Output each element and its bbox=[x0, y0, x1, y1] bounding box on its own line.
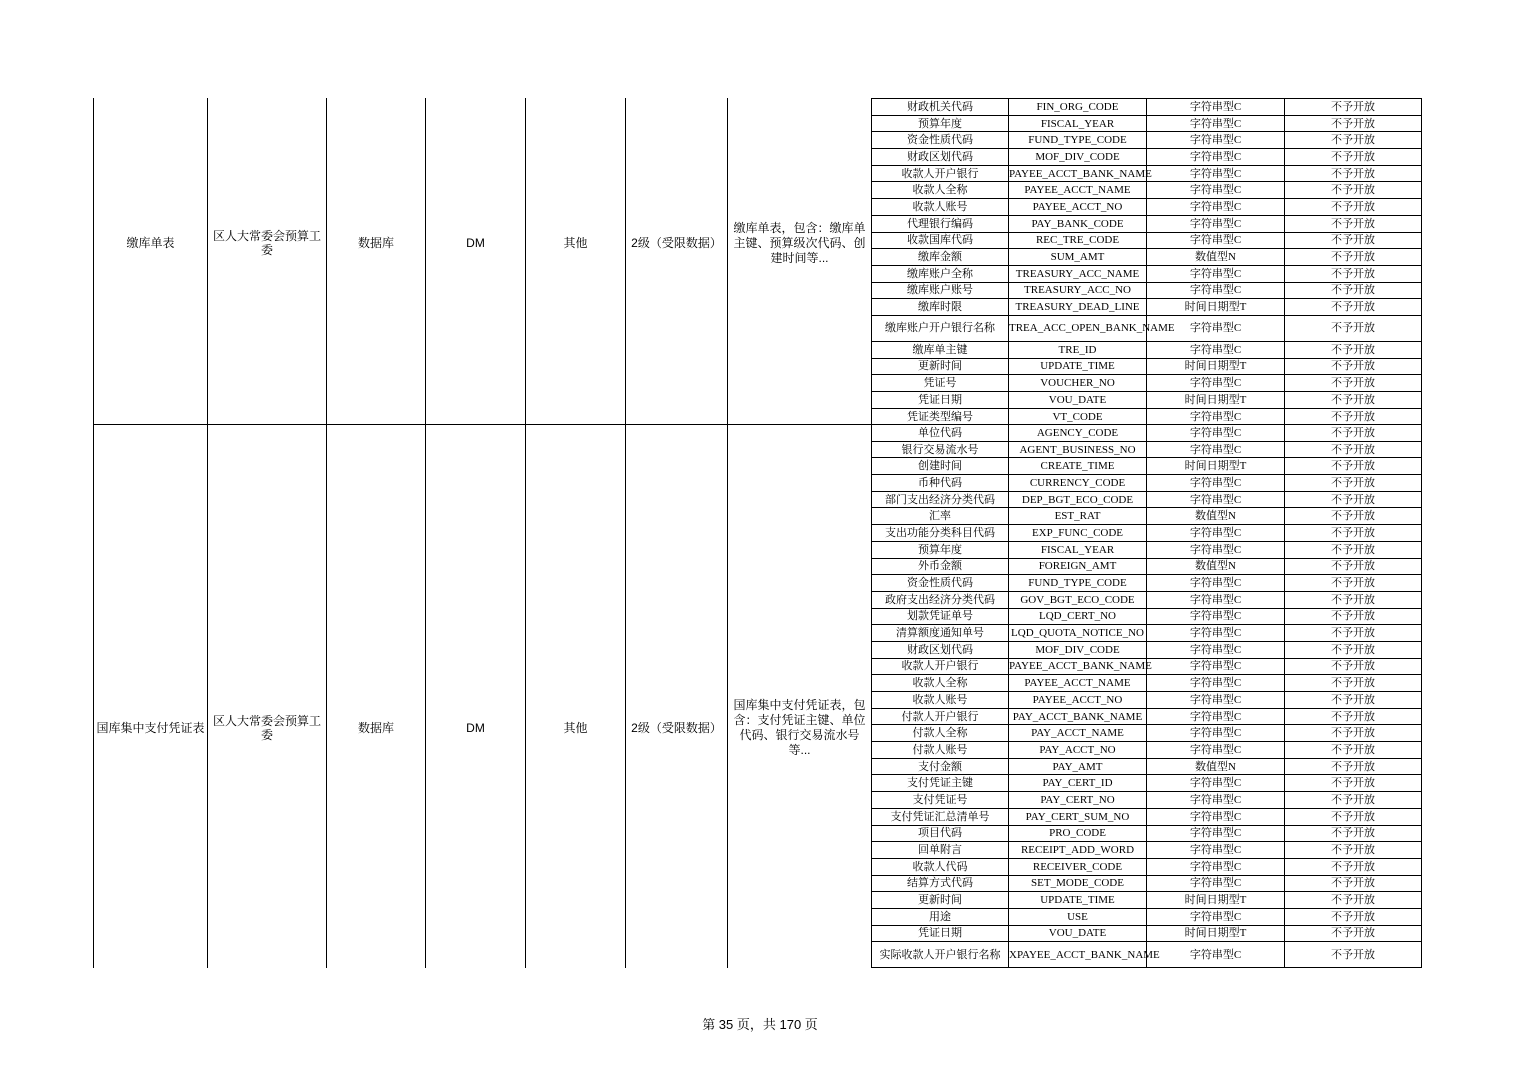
field-name: 收款人代码 bbox=[872, 858, 1009, 875]
field-code: PAY_ACCT_BANK_NAME bbox=[1009, 708, 1147, 725]
open-status: 不予开放 bbox=[1285, 908, 1422, 925]
open-status: 不予开放 bbox=[1285, 775, 1422, 792]
field-code: PAYEE_ACCT_BANK_NAME bbox=[1009, 165, 1147, 182]
field-name: 付款人开户银行 bbox=[872, 708, 1009, 725]
open-status: 不予开放 bbox=[1285, 808, 1422, 825]
table-row bbox=[872, 591, 1422, 608]
table-row bbox=[872, 842, 1422, 859]
table-row bbox=[872, 892, 1422, 909]
open-status: 不予开放 bbox=[1285, 341, 1422, 358]
table-row bbox=[872, 375, 1422, 392]
field-type: 字符串型C bbox=[1147, 525, 1285, 542]
field-code: TRE_ID bbox=[1009, 341, 1147, 358]
open-status: 不予开放 bbox=[1285, 458, 1422, 475]
open-status: 不予开放 bbox=[1285, 99, 1422, 116]
field-type: 字符串型C bbox=[1147, 475, 1285, 492]
field-name: 缴库账户开户银行名称 bbox=[872, 315, 1009, 341]
field-type: 字符串型C bbox=[1147, 825, 1285, 842]
field-name: 更新时间 bbox=[872, 358, 1009, 375]
table-row bbox=[872, 858, 1422, 875]
table-row bbox=[872, 525, 1422, 542]
table-row bbox=[872, 215, 1422, 232]
table-row bbox=[872, 265, 1422, 282]
field-code: REC_TRE_CODE bbox=[1009, 232, 1147, 249]
open-status: 不予开放 bbox=[1285, 441, 1422, 458]
field-type: 字符串型C bbox=[1147, 441, 1285, 458]
field-code: MOF_DIV_CODE bbox=[1009, 641, 1147, 658]
open-status: 不予开放 bbox=[1285, 658, 1422, 675]
field-name: 币种代码 bbox=[872, 475, 1009, 492]
field-code: FOREIGN_AMT bbox=[1009, 558, 1147, 575]
open-status: 不予开放 bbox=[1285, 608, 1422, 625]
field-name: 预算年度 bbox=[872, 541, 1009, 558]
field-code: XPAYEE_ACCT_BANK_NAME bbox=[1009, 942, 1147, 968]
field-code: PAYEE_ACCT_NO bbox=[1009, 199, 1147, 216]
field-type: 字符串型C bbox=[1147, 742, 1285, 759]
field-code: PAY_CERT_ID bbox=[1009, 775, 1147, 792]
field-code: PAY_CERT_NO bbox=[1009, 792, 1147, 809]
table-row bbox=[872, 408, 1422, 425]
field-type: 字符串型C bbox=[1147, 942, 1285, 968]
field-name: 支付凭证汇总清单号 bbox=[872, 808, 1009, 825]
open-status: 不予开放 bbox=[1285, 892, 1422, 909]
field-name: 划款凭证单号 bbox=[872, 608, 1009, 625]
open-status: 不予开放 bbox=[1285, 942, 1422, 968]
open-status: 不予开放 bbox=[1285, 925, 1422, 942]
field-code: FIN_ORG_CODE bbox=[1009, 99, 1147, 116]
field-name: 回单附言 bbox=[872, 842, 1009, 859]
field-code: FISCAL_YEAR bbox=[1009, 541, 1147, 558]
open-status: 不予开放 bbox=[1285, 708, 1422, 725]
open-status: 不予开放 bbox=[1285, 408, 1422, 425]
field-code: CURRENCY_CODE bbox=[1009, 475, 1147, 492]
field-code: AGENCY_CODE bbox=[1009, 425, 1147, 442]
field-type: 字符串型C bbox=[1147, 908, 1285, 925]
field-name: 凭证类型编号 bbox=[872, 408, 1009, 425]
field-code: FUND_TYPE_CODE bbox=[1009, 132, 1147, 149]
field-type: 字符串型C bbox=[1147, 491, 1285, 508]
table-row bbox=[872, 692, 1422, 709]
field-type: 字符串型C bbox=[1147, 215, 1285, 232]
field-type: 时间日期型T bbox=[1147, 925, 1285, 942]
field-code: UPDATE_TIME bbox=[1009, 892, 1147, 909]
field-type: 字符串型C bbox=[1147, 675, 1285, 692]
field-code: TREASURY_ACC_NO bbox=[1009, 282, 1147, 299]
table-row bbox=[872, 792, 1422, 809]
table-row bbox=[872, 808, 1422, 825]
field-code: VT_CODE bbox=[1009, 408, 1147, 425]
open-status: 不予开放 bbox=[1285, 232, 1422, 249]
field-name: 政府支出经济分类代码 bbox=[872, 591, 1009, 608]
field-code: USE bbox=[1009, 908, 1147, 925]
open-status: 不予开放 bbox=[1285, 165, 1422, 182]
field-name: 缴库金额 bbox=[872, 249, 1009, 266]
database-type: DM bbox=[466, 721, 485, 735]
field-type: 字符串型C bbox=[1147, 842, 1285, 859]
field-code: EXP_FUNC_CODE bbox=[1009, 525, 1147, 542]
field-code: PAY_CERT_SUM_NO bbox=[1009, 808, 1147, 825]
field-code: AGENT_BUSINESS_NO bbox=[1009, 441, 1147, 458]
field-name: 创建时间 bbox=[872, 458, 1009, 475]
field-name: 清算额度通知单号 bbox=[872, 625, 1009, 642]
table-row bbox=[872, 132, 1422, 149]
field-name: 实际收款人开户银行名称 bbox=[872, 942, 1009, 968]
open-status: 不予开放 bbox=[1285, 508, 1422, 525]
field-name: 付款人全称 bbox=[872, 725, 1009, 742]
department: 区人大常委会预算工委 bbox=[212, 714, 321, 742]
open-status: 不予开放 bbox=[1285, 575, 1422, 592]
field-code: RECEIPT_ADD_WORD bbox=[1009, 842, 1147, 859]
table-row bbox=[872, 758, 1422, 775]
field-code: RECEIVER_CODE bbox=[1009, 858, 1147, 875]
field-code: TREA_ACC_OPEN_BANK_NAME bbox=[1009, 315, 1147, 341]
field-code: PRO_CODE bbox=[1009, 825, 1147, 842]
table-row bbox=[872, 249, 1422, 266]
open-status: 不予开放 bbox=[1285, 475, 1422, 492]
table-row bbox=[872, 742, 1422, 759]
table-row bbox=[872, 491, 1422, 508]
field-code: FISCAL_YEAR bbox=[1009, 115, 1147, 132]
field-type: 字符串型C bbox=[1147, 425, 1285, 442]
field-code: UPDATE_TIME bbox=[1009, 358, 1147, 375]
field-name: 财政区划代码 bbox=[872, 641, 1009, 658]
field-code: PAYEE_ACCT_NAME bbox=[1009, 675, 1147, 692]
field-type: 字符串型C bbox=[1147, 232, 1285, 249]
field-type: 字符串型C bbox=[1147, 608, 1285, 625]
field-type: 时间日期型T bbox=[1147, 358, 1285, 375]
field-name: 银行交易流水号 bbox=[872, 441, 1009, 458]
table-row bbox=[872, 358, 1422, 375]
field-type: 字符串型C bbox=[1147, 708, 1285, 725]
field-name: 收款人账号 bbox=[872, 692, 1009, 709]
table-row bbox=[872, 558, 1422, 575]
table-row bbox=[872, 508, 1422, 525]
open-status: 不予开放 bbox=[1285, 625, 1422, 642]
field-type: 数值型N bbox=[1147, 558, 1285, 575]
field-name: 财政机关代码 bbox=[872, 99, 1009, 116]
field-name: 预算年度 bbox=[872, 115, 1009, 132]
field-type: 时间日期型T bbox=[1147, 892, 1285, 909]
table-row bbox=[872, 708, 1422, 725]
open-status: 不予开放 bbox=[1285, 525, 1422, 542]
field-name: 缴库时限 bbox=[872, 299, 1009, 316]
field-code: MOF_DIV_CODE bbox=[1009, 149, 1147, 166]
table-description: 国库集中支付凭证表，包含：支付凭证主键、单位代码、银行交易流水号等... bbox=[733, 698, 866, 757]
field-code: DEP_BGT_ECO_CODE bbox=[1009, 491, 1147, 508]
field-code: PAY_ACCT_NAME bbox=[1009, 725, 1147, 742]
field-code: SUM_AMT bbox=[1009, 249, 1147, 266]
security-level: 2级（受限数据） bbox=[631, 236, 722, 250]
page-number: 第 35 页，共 170 页 bbox=[702, 1017, 818, 1032]
table-description: 缴库单表，包含：缴库单主键、预算级次代码、创建时间等... bbox=[733, 220, 866, 265]
open-status: 不予开放 bbox=[1285, 558, 1422, 575]
table-row bbox=[872, 608, 1422, 625]
field-name: 缴库账户全称 bbox=[872, 265, 1009, 282]
security-level: 2级（受限数据） bbox=[631, 721, 722, 735]
field-type: 字符串型C bbox=[1147, 265, 1285, 282]
field-type: 字符串型C bbox=[1147, 315, 1285, 341]
table-row bbox=[872, 115, 1422, 132]
field-name: 资金性质代码 bbox=[872, 132, 1009, 149]
table-name: 国库集中支付凭证表 bbox=[96, 721, 205, 735]
open-status: 不予开放 bbox=[1285, 792, 1422, 809]
field-name: 汇率 bbox=[872, 508, 1009, 525]
field-name: 凭证日期 bbox=[872, 925, 1009, 942]
field-type: 字符串型C bbox=[1147, 375, 1285, 392]
field-code: PAY_AMT bbox=[1009, 758, 1147, 775]
table-row bbox=[872, 341, 1422, 358]
field-type: 字符串型C bbox=[1147, 408, 1285, 425]
field-code: VOUCHER_NO bbox=[1009, 375, 1147, 392]
field-name: 支付凭证主键 bbox=[872, 775, 1009, 792]
field-list-table bbox=[871, 98, 1422, 425]
field-type: 时间日期型T bbox=[1147, 458, 1285, 475]
field-name: 付款人账号 bbox=[872, 742, 1009, 759]
field-type: 字符串型C bbox=[1147, 792, 1285, 809]
field-name: 收款人开户银行 bbox=[872, 165, 1009, 182]
field-type: 字符串型C bbox=[1147, 99, 1285, 116]
field-type: 字符串型C bbox=[1147, 165, 1285, 182]
field-name: 缴库单主键 bbox=[872, 341, 1009, 358]
field-name: 结算方式代码 bbox=[872, 875, 1009, 892]
open-status: 不予开放 bbox=[1285, 358, 1422, 375]
open-status: 不予开放 bbox=[1285, 725, 1422, 742]
open-status: 不予开放 bbox=[1285, 282, 1422, 299]
field-type: 字符串型C bbox=[1147, 341, 1285, 358]
table-row bbox=[872, 315, 1422, 341]
field-name: 支付凭证号 bbox=[872, 792, 1009, 809]
table-row bbox=[872, 99, 1422, 116]
database-type: DM bbox=[466, 236, 485, 250]
field-name: 单位代码 bbox=[872, 425, 1009, 442]
field-code: PAYEE_ACCT_BANK_NAME bbox=[1009, 658, 1147, 675]
open-status: 不予开放 bbox=[1285, 675, 1422, 692]
field-name: 财政区划代码 bbox=[872, 149, 1009, 166]
field-type: 字符串型C bbox=[1147, 775, 1285, 792]
field-type: 时间日期型T bbox=[1147, 299, 1285, 316]
open-status: 不予开放 bbox=[1285, 115, 1422, 132]
storage-type: 数据库 bbox=[357, 236, 394, 250]
field-name: 外币金额 bbox=[872, 558, 1009, 575]
table-row bbox=[872, 641, 1422, 658]
field-name: 收款人开户银行 bbox=[872, 658, 1009, 675]
open-status: 不予开放 bbox=[1285, 375, 1422, 392]
open-status: 不予开放 bbox=[1285, 149, 1422, 166]
field-code: LQD_QUOTA_NOTICE_NO bbox=[1009, 625, 1147, 642]
field-type: 字符串型C bbox=[1147, 641, 1285, 658]
table-row bbox=[872, 942, 1422, 968]
open-status: 不予开放 bbox=[1285, 591, 1422, 608]
field-type: 字符串型C bbox=[1147, 808, 1285, 825]
table-row bbox=[872, 425, 1422, 442]
field-type: 字符串型C bbox=[1147, 875, 1285, 892]
open-status: 不予开放 bbox=[1285, 875, 1422, 892]
table-row bbox=[872, 925, 1422, 942]
open-status: 不予开放 bbox=[1285, 641, 1422, 658]
open-status: 不予开放 bbox=[1285, 842, 1422, 859]
field-type: 字符串型C bbox=[1147, 541, 1285, 558]
field-code: PAYEE_ACCT_NAME bbox=[1009, 182, 1147, 199]
field-code: VOU_DATE bbox=[1009, 392, 1147, 409]
open-status: 不予开放 bbox=[1285, 132, 1422, 149]
table-row bbox=[872, 675, 1422, 692]
field-type: 数值型N bbox=[1147, 249, 1285, 266]
field-code: TREASURY_DEAD_LINE bbox=[1009, 299, 1147, 316]
table-row bbox=[872, 299, 1422, 316]
field-name: 收款人全称 bbox=[872, 182, 1009, 199]
field-name: 收款人全称 bbox=[872, 675, 1009, 692]
table-name: 缴库单表 bbox=[126, 236, 175, 250]
table-row bbox=[872, 392, 1422, 409]
field-name: 代理银行编码 bbox=[872, 215, 1009, 232]
table-row bbox=[872, 149, 1422, 166]
table-row bbox=[872, 908, 1422, 925]
field-code: FUND_TYPE_CODE bbox=[1009, 575, 1147, 592]
field-type: 时间日期型T bbox=[1147, 392, 1285, 409]
field-name: 凭证日期 bbox=[872, 392, 1009, 409]
open-status: 不予开放 bbox=[1285, 299, 1422, 316]
field-code: PAYEE_ACCT_NO bbox=[1009, 692, 1147, 709]
open-status: 不予开放 bbox=[1285, 742, 1422, 759]
open-status: 不予开放 bbox=[1285, 858, 1422, 875]
field-type: 字符串型C bbox=[1147, 115, 1285, 132]
department: 区人大常委会预算工委 bbox=[212, 229, 321, 257]
field-code: GOV_BGT_ECO_CODE bbox=[1009, 591, 1147, 608]
table-row bbox=[872, 165, 1422, 182]
field-type: 字符串型C bbox=[1147, 149, 1285, 166]
field-name: 项目代码 bbox=[872, 825, 1009, 842]
open-status: 不予开放 bbox=[1285, 825, 1422, 842]
table-row bbox=[872, 441, 1422, 458]
field-list-table bbox=[871, 424, 1422, 968]
field-code: PAY_BANK_CODE bbox=[1009, 215, 1147, 232]
open-status: 不予开放 bbox=[1285, 265, 1422, 282]
data-category: 其他 bbox=[563, 721, 588, 735]
open-status: 不予开放 bbox=[1285, 491, 1422, 508]
table-row bbox=[872, 199, 1422, 216]
open-status: 不予开放 bbox=[1285, 182, 1422, 199]
field-name: 缴库账户账号 bbox=[872, 282, 1009, 299]
table-row bbox=[872, 725, 1422, 742]
field-type: 字符串型C bbox=[1147, 625, 1285, 642]
table-row bbox=[872, 658, 1422, 675]
field-name: 支出功能分类科目代码 bbox=[872, 525, 1009, 542]
field-type: 数值型N bbox=[1147, 508, 1285, 525]
open-status: 不予开放 bbox=[1285, 215, 1422, 232]
field-code: VOU_DATE bbox=[1009, 925, 1147, 942]
field-type: 字符串型C bbox=[1147, 132, 1285, 149]
table-row bbox=[872, 458, 1422, 475]
field-type: 字符串型C bbox=[1147, 858, 1285, 875]
field-name: 支付金额 bbox=[872, 758, 1009, 775]
data-category: 其他 bbox=[563, 236, 588, 250]
field-type: 字符串型C bbox=[1147, 575, 1285, 592]
field-code: EST_RAT bbox=[1009, 508, 1147, 525]
open-status: 不予开放 bbox=[1285, 392, 1422, 409]
field-type: 字符串型C bbox=[1147, 725, 1285, 742]
field-type: 字符串型C bbox=[1147, 199, 1285, 216]
field-name: 收款人账号 bbox=[872, 199, 1009, 216]
field-code: TREASURY_ACC_NAME bbox=[1009, 265, 1147, 282]
table-row bbox=[872, 475, 1422, 492]
storage-type: 数据库 bbox=[357, 721, 394, 735]
field-name: 用途 bbox=[872, 908, 1009, 925]
open-status: 不予开放 bbox=[1285, 541, 1422, 558]
table-row bbox=[872, 575, 1422, 592]
table-row bbox=[872, 825, 1422, 842]
field-type: 字符串型C bbox=[1147, 182, 1285, 199]
field-code: CREATE_TIME bbox=[1009, 458, 1147, 475]
open-status: 不予开放 bbox=[1285, 315, 1422, 341]
open-status: 不予开放 bbox=[1285, 249, 1422, 266]
open-status: 不予开放 bbox=[1285, 692, 1422, 709]
field-type: 字符串型C bbox=[1147, 282, 1285, 299]
field-type: 字符串型C bbox=[1147, 591, 1285, 608]
open-status: 不予开放 bbox=[1285, 425, 1422, 442]
field-name: 部门支出经济分类代码 bbox=[872, 491, 1009, 508]
table-row bbox=[872, 282, 1422, 299]
open-status: 不予开放 bbox=[1285, 758, 1422, 775]
field-type: 数值型N bbox=[1147, 758, 1285, 775]
field-type: 字符串型C bbox=[1147, 692, 1285, 709]
field-name: 凭证号 bbox=[872, 375, 1009, 392]
field-code: PAY_ACCT_NO bbox=[1009, 742, 1147, 759]
field-name: 资金性质代码 bbox=[872, 575, 1009, 592]
table-row bbox=[872, 875, 1422, 892]
table-row bbox=[872, 232, 1422, 249]
open-status: 不予开放 bbox=[1285, 199, 1422, 216]
field-code: SET_MODE_CODE bbox=[1009, 875, 1147, 892]
field-name: 收款国库代码 bbox=[872, 232, 1009, 249]
field-name: 更新时间 bbox=[872, 892, 1009, 909]
table-row bbox=[872, 625, 1422, 642]
field-type: 字符串型C bbox=[1147, 658, 1285, 675]
field-code: LQD_CERT_NO bbox=[1009, 608, 1147, 625]
table-row bbox=[872, 775, 1422, 792]
table-row bbox=[872, 541, 1422, 558]
table-row bbox=[872, 182, 1422, 199]
